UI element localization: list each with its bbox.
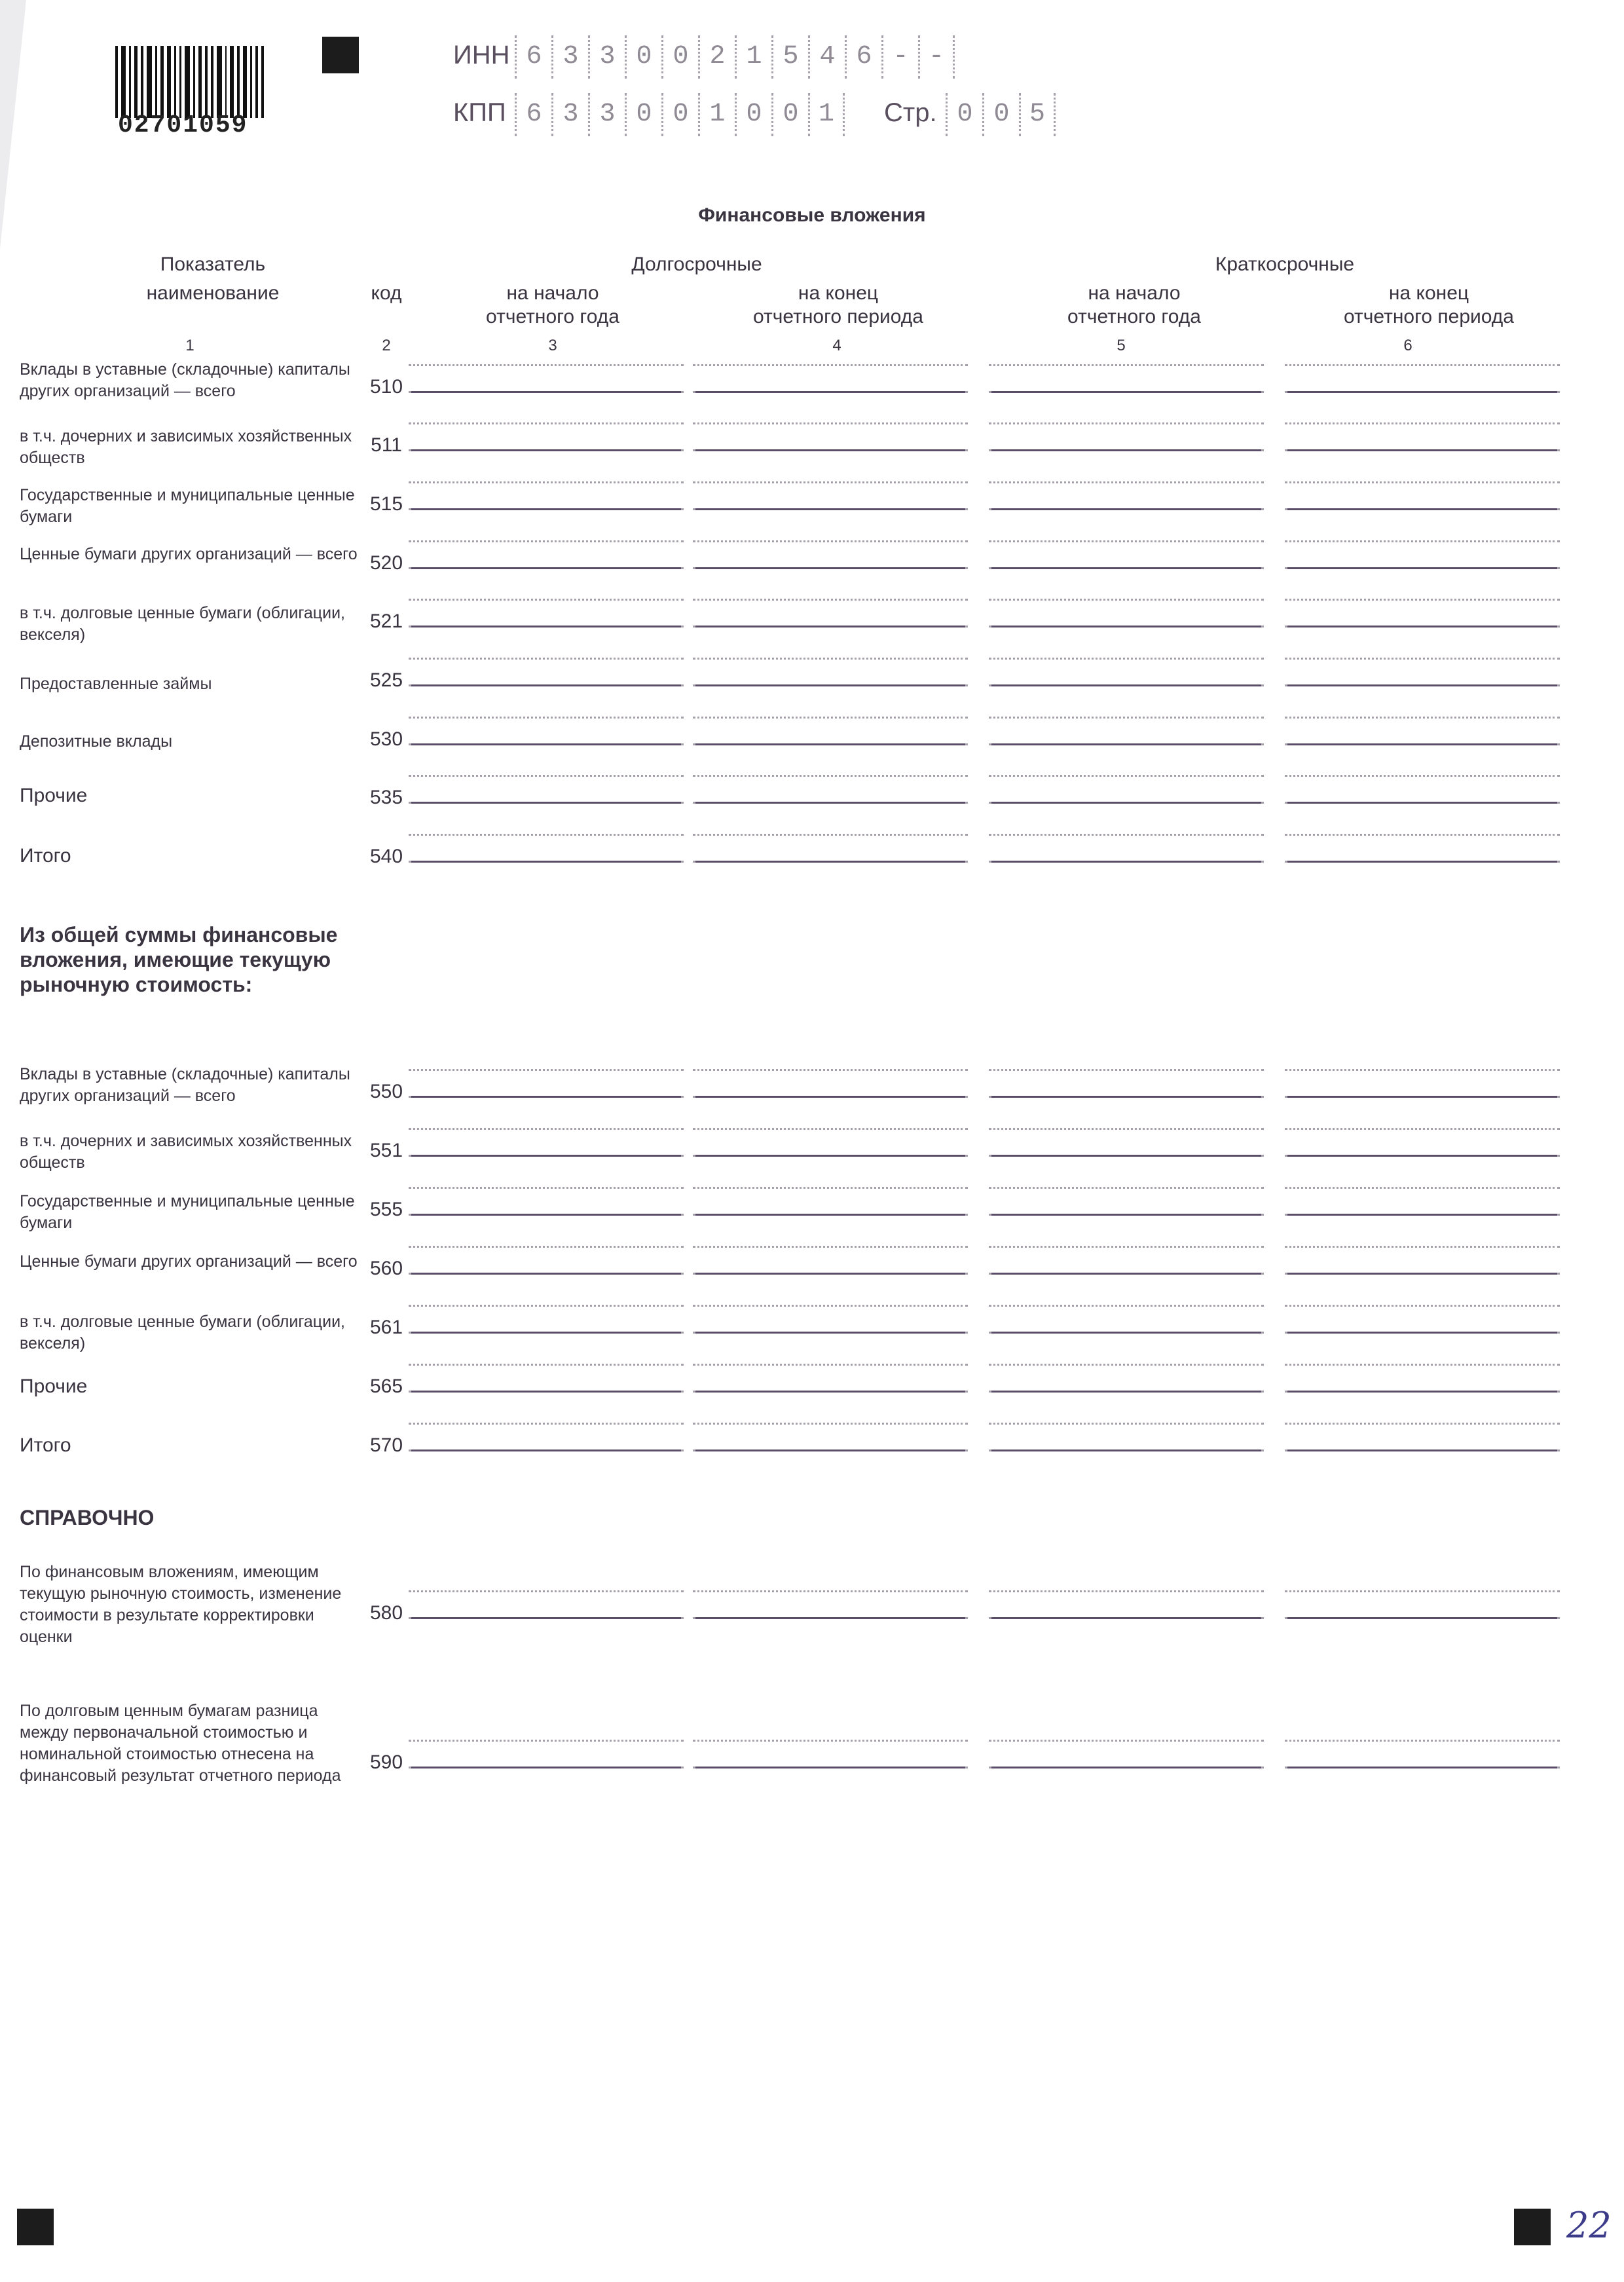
value-field-col6[interactable]	[1285, 540, 1560, 569]
value-field-col5[interactable]	[989, 540, 1264, 569]
value-field-col6[interactable]	[1285, 1740, 1560, 1768]
value-field-col3[interactable]	[409, 717, 684, 745]
value-field-col5[interactable]	[989, 1364, 1264, 1393]
column-number-3: 3	[548, 337, 557, 354]
row-code: 511	[371, 434, 402, 456]
kpp-cell-1[interactable]: 6	[515, 93, 551, 136]
value-field-col6[interactable]	[1285, 834, 1560, 863]
value-field-col4[interactable]	[693, 1740, 968, 1768]
row-label: Депозитные вклады	[20, 732, 173, 751]
row-label: в т.ч. дочерних и зависимых хозяйственных обществ	[20, 1132, 352, 1172]
inn-cell-10[interactable]: 6	[845, 35, 881, 79]
value-field-col6[interactable]	[1285, 1187, 1560, 1216]
row-code: 535	[369, 787, 403, 808]
row-label: Ценные бумаги других организаций — всего	[20, 1252, 358, 1271]
header-col6: на конец отчетного периода	[1344, 282, 1514, 327]
row-code: 521	[369, 610, 403, 632]
value-field-col3[interactable]	[409, 658, 684, 686]
alignment-marker-bottom-right	[1514, 2209, 1551, 2245]
row-code: 590	[369, 1751, 403, 1773]
inn-label: ИНН	[453, 41, 510, 69]
form-title: Финансовые вложения	[698, 204, 926, 226]
value-field-col6[interactable]	[1285, 599, 1560, 627]
row-code: 530	[369, 728, 403, 750]
value-field-col3[interactable]	[409, 1128, 684, 1157]
value-field-col5[interactable]	[989, 599, 1264, 627]
handwritten-page-number: 22	[1566, 2205, 1612, 2246]
value-field-col5[interactable]	[989, 1590, 1264, 1619]
row-label: Государственные и муниципальные ценные бумаги	[20, 1192, 355, 1232]
kpp-cell-2[interactable]: 3	[551, 93, 588, 136]
kpp-cell-9[interactable]: 1	[808, 93, 845, 136]
inn-cell-2[interactable]: 3	[551, 35, 588, 79]
value-field-col4[interactable]	[693, 599, 968, 627]
kpp-cell-5[interactable]: 0	[661, 93, 698, 136]
kpp-cell-4[interactable]: 0	[625, 93, 661, 136]
value-field-col6[interactable]	[1285, 658, 1560, 686]
inn-cell-8[interactable]: 5	[771, 35, 808, 79]
value-field-col5[interactable]	[989, 1305, 1264, 1334]
row-code: 540	[369, 846, 403, 867]
value-field-col5[interactable]	[989, 1740, 1264, 1768]
inn-cell-4[interactable]: 0	[625, 35, 661, 79]
header-name: наименование	[146, 282, 280, 304]
alignment-marker-bottom-left	[17, 2209, 54, 2245]
row-label: Государственные и муниципальные ценные бумаги	[20, 486, 355, 526]
page-cell-1[interactable]: 0	[946, 93, 982, 136]
value-field-col6[interactable]	[1285, 364, 1560, 393]
header-indicator: Показатель	[160, 253, 266, 275]
value-field-col5[interactable]	[989, 364, 1264, 393]
row-code: 550	[369, 1081, 403, 1102]
value-field-col6[interactable]	[1285, 1423, 1560, 1451]
value-field-col3[interactable]	[409, 775, 684, 804]
row-label: в т.ч. долговые ценные бумаги (облигации, векселя)	[20, 1313, 345, 1353]
value-field-col4[interactable]	[693, 540, 968, 569]
inn-cell-5[interactable]: 0	[661, 35, 698, 79]
value-field-col5[interactable]	[989, 1423, 1264, 1451]
page-label: Стр.	[884, 98, 937, 127]
value-field-col3[interactable]	[409, 834, 684, 863]
value-field-col5[interactable]	[989, 1069, 1264, 1098]
row-code: 515	[369, 493, 403, 515]
inn-cell-12[interactable]: -	[918, 35, 955, 79]
barcode-number: 02701059	[118, 111, 248, 140]
row-label: По долговым ценным бумагам разница между первоначальной стоимостью и номинальной стоимостью отнесена на финансовый результат отчетного периода	[20, 1702, 341, 1785]
row-label: Вклады в уставные (складочные) капиталы других организаций — всего	[20, 360, 350, 400]
kpp-cell-6[interactable]: 1	[698, 93, 735, 136]
row-label: Предоставленные займы	[20, 675, 212, 693]
value-field-col6[interactable]	[1285, 481, 1560, 510]
row-code: 525	[369, 669, 403, 691]
value-field-col4[interactable]	[693, 775, 968, 804]
value-field-col3[interactable]	[409, 1305, 684, 1334]
page-number-cells	[946, 93, 1056, 136]
column-number-1: 1	[185, 337, 194, 354]
row-code: 510	[369, 376, 403, 398]
value-field-col5[interactable]	[989, 422, 1264, 451]
value-field-col3[interactable]	[409, 1069, 684, 1098]
value-field-col3[interactable]	[409, 1187, 684, 1216]
header-col4: на конец отчетного периода	[753, 282, 923, 327]
row-code: 520	[369, 552, 403, 574]
inn-cell-1[interactable]: 6	[515, 35, 551, 79]
value-field-col4[interactable]	[693, 834, 968, 863]
row-label: Итого	[20, 845, 71, 867]
value-field-col5[interactable]	[989, 775, 1264, 804]
value-field-col3[interactable]	[409, 1423, 684, 1451]
value-field-col3[interactable]	[409, 1364, 684, 1393]
row-code: 570	[369, 1434, 403, 1456]
row-code: 580	[369, 1602, 403, 1624]
value-field-col6[interactable]	[1285, 1128, 1560, 1157]
header-longterm: Долгосрочные	[631, 253, 762, 275]
value-field-col3[interactable]	[409, 1246, 684, 1275]
kpp-cell-3[interactable]: 3	[588, 93, 625, 136]
value-field-col6[interactable]	[1285, 717, 1560, 745]
value-field-col4[interactable]	[693, 1423, 968, 1451]
column-number-2: 2	[382, 337, 391, 354]
header-code: код	[371, 282, 402, 304]
kpp-cell-7[interactable]: 0	[735, 93, 771, 136]
value-field-col6[interactable]	[1285, 1590, 1560, 1619]
value-field-col4[interactable]	[693, 422, 968, 451]
page-cell-3[interactable]: 5	[1019, 93, 1056, 136]
kpp-cells	[515, 93, 845, 136]
column-number-6: 6	[1403, 337, 1412, 354]
value-field-col4[interactable]	[693, 364, 968, 393]
inn-cell-7[interactable]: 1	[735, 35, 771, 79]
header-col5: на начало отчетного года	[1067, 282, 1201, 327]
value-field-col3[interactable]	[409, 481, 684, 510]
header-col3: на начало отчетного года	[486, 282, 619, 327]
value-field-col4[interactable]	[693, 658, 968, 686]
row-label: Прочие	[20, 1375, 88, 1397]
value-field-col5[interactable]	[989, 658, 1264, 686]
value-field-col6[interactable]	[1285, 1069, 1560, 1098]
value-field-col3[interactable]	[409, 364, 684, 393]
value-field-col5[interactable]	[989, 717, 1264, 745]
value-field-col4[interactable]	[693, 1128, 968, 1157]
value-field-col3[interactable]	[409, 540, 684, 569]
value-field-col4[interactable]	[693, 717, 968, 745]
inn-cell-3[interactable]: 3	[588, 35, 625, 79]
column-number-4: 4	[832, 337, 841, 354]
kpp-label: КПП	[453, 98, 506, 127]
barcode	[115, 46, 267, 118]
value-field-col5[interactable]	[989, 1187, 1264, 1216]
value-field-col3[interactable]	[409, 1740, 684, 1768]
row-label: Ценные бумаги других организаций — всего	[20, 545, 358, 563]
value-field-col6[interactable]	[1285, 422, 1560, 451]
value-field-col3[interactable]	[409, 599, 684, 627]
value-field-col4[interactable]	[693, 1187, 968, 1216]
row-code: 560	[369, 1258, 403, 1279]
row-label: в т.ч. дочерних и зависимых хозяйственных обществ	[20, 427, 352, 467]
value-field-col6[interactable]	[1285, 1246, 1560, 1275]
value-field-col5[interactable]	[989, 834, 1264, 863]
value-field-col4[interactable]	[693, 1590, 968, 1619]
row-code: 561	[369, 1317, 403, 1338]
row-code: 565	[369, 1375, 403, 1397]
section-reference-title: СПРАВОЧНО	[20, 1506, 155, 1529]
value-field-col4[interactable]	[693, 1069, 968, 1098]
kpp-cell-8[interactable]: 0	[771, 93, 808, 136]
value-field-col4[interactable]	[693, 481, 968, 510]
value-field-col5[interactable]	[989, 1128, 1264, 1157]
column-number-5: 5	[1116, 337, 1126, 354]
value-field-col6[interactable]	[1285, 1305, 1560, 1334]
section-market-value-title: Из общей суммы финансовые вложения, имеющие текущую рыночную стоимость:	[20, 923, 338, 996]
row-code: 555	[369, 1199, 403, 1220]
value-field-col3[interactable]	[409, 1590, 684, 1619]
row-label: Прочие	[20, 785, 88, 806]
value-field-col6[interactable]	[1285, 1364, 1560, 1393]
row-label: По финансовым вложениям, имеющим текущую рыночную стоимость, изменение стоимости в результате корректировки оценки	[20, 1563, 342, 1646]
alignment-marker-top	[322, 37, 359, 73]
value-field-col4[interactable]	[693, 1246, 968, 1275]
value-field-col4[interactable]	[693, 1364, 968, 1393]
row-label: Вклады в уставные (складочные) капиталы других организаций — всего	[20, 1065, 350, 1105]
header-shortterm: Краткосрочные	[1215, 253, 1355, 275]
value-field-col4[interactable]	[693, 1305, 968, 1334]
inn-cells	[515, 35, 955, 79]
page-cell-2[interactable]: 0	[982, 93, 1019, 136]
value-field-col3[interactable]	[409, 422, 684, 451]
inn-cell-6[interactable]: 2	[698, 35, 735, 79]
value-field-col5[interactable]	[989, 1246, 1264, 1275]
row-code: 551	[369, 1140, 403, 1161]
inn-cell-9[interactable]: 4	[808, 35, 845, 79]
inn-cell-11[interactable]: -	[881, 35, 918, 79]
row-label: в т.ч. долговые ценные бумаги (облигации, векселя)	[20, 604, 345, 644]
value-field-col6[interactable]	[1285, 775, 1560, 804]
row-label: Итого	[20, 1434, 71, 1456]
value-field-col5[interactable]	[989, 481, 1264, 510]
